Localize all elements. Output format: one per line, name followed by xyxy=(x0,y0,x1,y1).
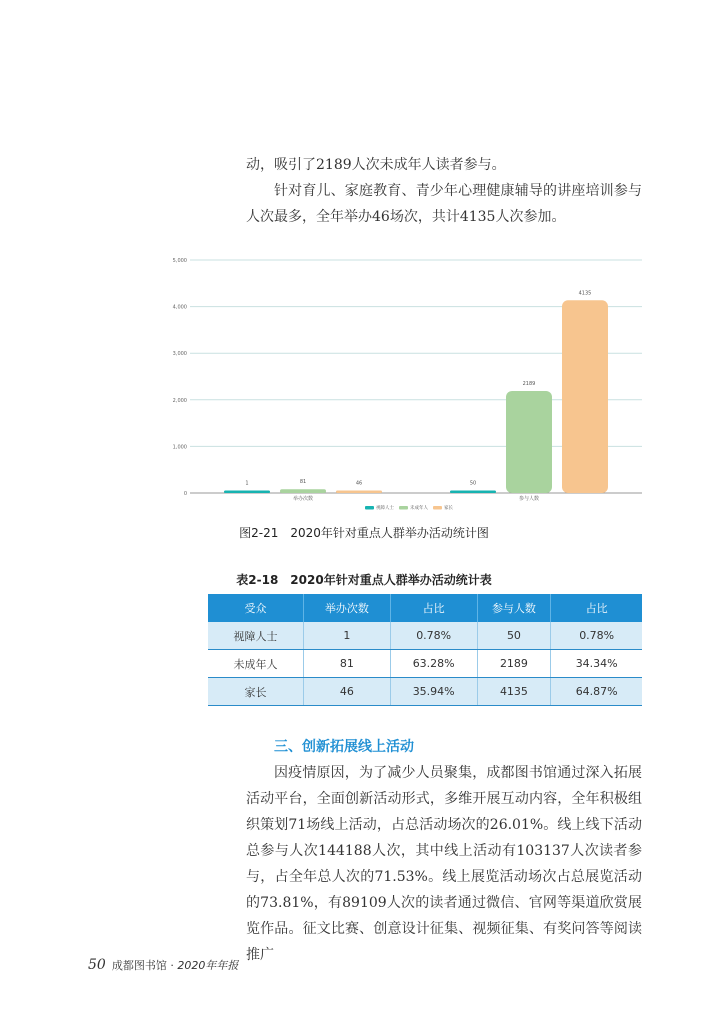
intro-paragraph xyxy=(246,152,642,230)
page-number: 50 xyxy=(88,957,106,973)
section-heading: 三、创新拓展线上活动 xyxy=(274,739,414,755)
table-cell: 家长 xyxy=(208,678,303,706)
bar xyxy=(506,391,552,493)
intro-paragraph-2: 针对育儿、家庭教育、青少年心理健康辅导的讲座培训参与人次最多，全年举办46场次，共计4135人次参加。 xyxy=(246,183,642,225)
table-cell: 4135 xyxy=(477,678,551,706)
table-row xyxy=(208,650,642,678)
table-header-cell: 参与人数 xyxy=(477,594,551,622)
bar xyxy=(336,491,382,494)
data-label: 2189 xyxy=(522,380,536,387)
table-header-cell: 举办次数 xyxy=(303,594,390,622)
legend-label: 未成年人 xyxy=(410,506,428,511)
section-paragraph xyxy=(246,760,642,968)
chart-svg xyxy=(170,250,650,518)
x-tick-label: 举办次数 xyxy=(292,496,314,502)
y-tick-label: 5,000 xyxy=(172,258,187,264)
stats-table xyxy=(208,594,642,706)
figure-caption: 图2-21 2020年针对重点人群举办活动统计图 xyxy=(239,526,489,540)
table-row xyxy=(208,678,642,706)
table-cell: 50 xyxy=(477,622,551,650)
y-tick-label: 1,000 xyxy=(172,444,187,451)
footer-title: 成都图书馆 · xyxy=(111,959,178,972)
legend-label: 家长 xyxy=(444,506,453,511)
data-label: 46 xyxy=(355,480,363,487)
y-tick-label: 0 xyxy=(183,491,187,497)
data-label: 50 xyxy=(469,480,477,487)
bar xyxy=(450,491,496,494)
table-cell: 63.28% xyxy=(390,650,477,678)
page-footer xyxy=(88,957,238,973)
table-cell: 34.34% xyxy=(551,650,642,678)
legend-label: 视障人士 xyxy=(376,506,394,511)
table-cell: 1 xyxy=(303,622,390,650)
legend-swatch xyxy=(433,506,442,510)
bar xyxy=(280,489,326,493)
legend-swatch xyxy=(399,506,408,510)
bar-chart xyxy=(170,250,650,518)
y-tick-label: 3,000 xyxy=(172,351,187,358)
y-tick-label: 4,000 xyxy=(172,304,187,311)
data-label: 1 xyxy=(245,480,249,487)
table-cell: 2189 xyxy=(477,650,551,678)
table-cell: 64.87% xyxy=(551,678,642,706)
table-row xyxy=(208,622,642,650)
table-cell: 0.78% xyxy=(551,622,642,650)
table-cell: 81 xyxy=(303,650,390,678)
table-header-cell: 受众 xyxy=(208,594,303,622)
x-tick-label: 参与人数 xyxy=(518,496,540,502)
section-body: 因疫情原因，为了减少人员聚集，成都图书馆通过深入拓展活动平台，全面创新活动形式，多维开展互动内容，全年积极组织策划71场线上活动，占总活动场次的26.01%。线上线下活动总参与人次144188人次，其中线上活动有103137人次读者参与，占全年总人次的71.53%。线上展览活动场次占总展览活动的73.81%，有89109人次的读者通过微信、官网等渠道欣赏展览作品。征文比赛、创意设计征集、视频征集、有奖问答等阅读推广 xyxy=(246,765,642,963)
table-header-cell: 占比 xyxy=(551,594,642,622)
footer-year: 2020年年报 xyxy=(177,959,239,972)
data-label: 81 xyxy=(299,479,307,486)
table-cell: 未成年人 xyxy=(208,650,303,678)
table-header-cell: 占比 xyxy=(390,594,477,622)
data-label: 4135 xyxy=(578,290,592,297)
intro-line: 动，吸引了2189人次未成年人读者参与。 xyxy=(246,157,506,173)
table-cell: 0.78% xyxy=(390,622,477,650)
table-cell: 35.94% xyxy=(390,678,477,706)
table-cell: 视障人士 xyxy=(208,622,303,650)
table-caption: 表2-18 2020年针对重点人群举办活动统计表 xyxy=(236,573,492,587)
table-header-row xyxy=(208,594,642,622)
bar xyxy=(562,300,608,493)
legend-swatch xyxy=(365,506,374,510)
bar xyxy=(224,491,270,494)
y-tick-label: 2,000 xyxy=(172,397,187,404)
table-cell: 46 xyxy=(303,678,390,706)
